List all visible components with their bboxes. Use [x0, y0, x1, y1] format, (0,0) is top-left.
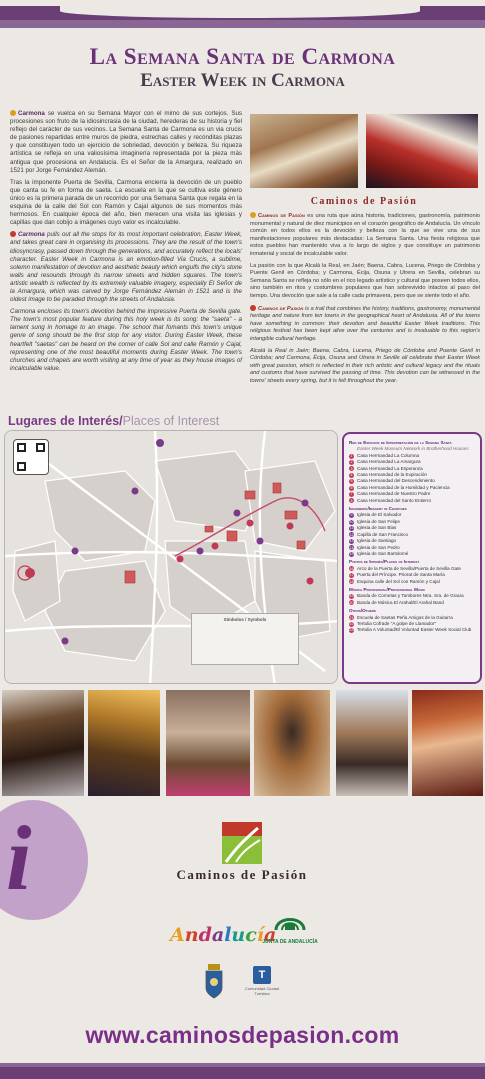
places-legend: [342, 432, 482, 684]
andalucia-letter: n: [184, 924, 199, 946]
legend-item-label: Banda de Música El Arahal/El Arahal Band: [357, 599, 444, 605]
legend-item-label: Iglesia de San Pedro: [357, 544, 400, 550]
caminos-es-paragraph-1: Caminos de Pasión es una ruta que aúna historia, tradiciones, gastronomía, patrimonio monumental y natural de diez municipios en el corazón geográfico de Andalucía. Un vínculo común en todos ellos es la devoción y belleza con la que se vive una de sus manifestaciones populares más destacadas: La Semana Santa. Una fiesta religiosa que estos pueblos han mantenido viva a lo largo de siglos y que constituye un patrimonio inmaterial y social de incalculable valor.: [250, 213, 480, 257]
top-decorative-band: [0, 0, 485, 36]
bottom-decorative-band: [0, 1060, 485, 1079]
junta-label: JUNTA DE ANDALUCÍA: [262, 939, 318, 945]
intro-en-paragraph-1: Carmona pulls out all the stops for its most important celebration, Easter Week, and takes great care in organising its processions. They are the result of the town's idiosyncrasy, passed down through the generations, and accurately reflect the locals' character. Easter Week in Carmona is an emotion-filled Via Crucis, a sublime, solemn manifestation of devotion and aesthetic beauty which engulfs the city's stone walls and resounds through its narrow streets and hidden squares. The town's artistic wealth is reflected by its extremely valuable imagery, especially El Señor de la Amargura, which was carved by Jorge Fernández Alemán in 1521 and is the oldest image to be paraded through the streets of Andalusia.: [10, 231, 242, 304]
junta-arch-icon: [273, 910, 307, 932]
caminos-brand-name: Caminos de Pasión: [176, 867, 308, 882]
legend-item-label: Arco de la Puerta de Sevilla/Puerta de Sevilla Gate: [357, 565, 461, 571]
legend-marker-icon: 5: [350, 479, 353, 484]
caminos-column: [250, 212, 480, 389]
legend-marker-icon: 20: [349, 600, 354, 605]
legend-item-label: Casa Hermandad de la Humildad y Paciencia: [357, 484, 450, 490]
photo-christ-figure: [2, 690, 84, 796]
photo-arch-crucifix: [254, 690, 330, 796]
legend-marker-icon: 13: [349, 539, 354, 544]
photo-procession-images: [250, 114, 358, 188]
legend-item-label: Casa Hermandad de la Expiración: [357, 472, 427, 478]
legend-item-label: Casa Hermandad del Santo Entierro: [357, 497, 432, 503]
legend-item-label: Tertulia A Voluntad/El Voluntad Easter Week Social Club: [357, 627, 472, 633]
legend-item-label: Puerta del Príncipe. Priorat de Santa María: [357, 572, 445, 578]
legend-marker-icon: 10: [349, 519, 354, 524]
spanish-flag-icon: [10, 110, 16, 116]
legend-item: [349, 551, 475, 557]
legend-marker-icon: 6: [350, 485, 353, 490]
legend-marker-icon: 14: [349, 545, 354, 550]
caminos-es-paragraph-2: La pasión con la que Alcalá la Real, en Jaén; Baena, Cabra, Lucena, Priego de Córdoba y Puente Genil en Córdoba; y Carmona, Écija, Osuna y Utrera en Sevilla, celebran su Semana Santa se refleja no sólo en el rico legado artístico y cultural que poseen todos ellos, sino también en ritos y costumbres populares que han sobrevivido intactos al paso del tiempo. Una devoción que sale a la calle cada primavera, pero que se siente todo el año.: [250, 262, 480, 299]
caminos-en-paragraph-2: Alcalá la Real in Jaén; Baena, Cabra, Lucena, Priego de Córdoba and Puente Genil in Córdoba; and Carmona, Écija, Osuna and Utrera in Seville all celebrate their Easter Week with great passion, which is reflected in their rich artistic and cultural legacy and the rituals and customs that have survived the passing of time. This devotion can be witnessed in the towns' streets every spring, but it is felt throughout the year.: [250, 347, 480, 384]
legend-item-label: Banda de Cornetas y Tambores Ntra. Sra. de Gracia: [357, 593, 464, 599]
ciudad-turistica-icon: T: [253, 966, 271, 984]
legend-marker-icon: 17: [349, 573, 354, 578]
photo-nazarene-face: [412, 690, 483, 796]
legend-marker-icon: 12: [349, 532, 354, 537]
legend-marker-icon: 1: [350, 453, 353, 458]
legend-marker-icon: 18: [349, 579, 354, 584]
map-symbols-title: Símbolos / Symbols: [223, 617, 267, 622]
qr-finder-bottom-left: [17, 462, 26, 471]
legend-marker-icon: 3: [350, 466, 353, 471]
photo-street-procession: [336, 690, 408, 796]
legend-item-label: Esquina calle del Sol con Ramón y Cajal: [357, 578, 440, 584]
legend-item-label: Casa Hermandad La Esperanza: [357, 465, 423, 471]
legend-item-label: Iglesia de El Salvador: [357, 512, 402, 518]
caminos-en-paragraph-1: Caminos de Pasión is a trail that combines the history, traditions, gastronomy, monumental heritage and nature from ten towns in the geographical heart of Andalusia. All of the towns have something in common: their devotion and beautiful Easter Week traditions. This religious festival has been kept alive over the centuries and is invaluable to this region's intangible cultural heritage.: [250, 305, 480, 342]
ciudad-turistica-logo: [244, 966, 280, 996]
legend-item: [349, 600, 475, 606]
map-symbols-box: [191, 613, 299, 665]
places-heading: Lugares de Interés/Places of Interest: [8, 414, 220, 428]
andalucia-letter: a: [264, 924, 277, 946]
legend-marker-icon: 7: [350, 492, 353, 497]
legend-marker-icon: 11: [349, 526, 354, 531]
qr-finder-top-right: [36, 443, 45, 452]
legend-marker-icon: 22: [349, 621, 354, 626]
legend-group-title: Imaginería/Imagery in Churches: [349, 506, 407, 512]
info-icon: i: [6, 807, 32, 909]
legend-group-title: Puntos de Interés/Places of Interest: [349, 559, 420, 565]
legend-marker-icon: 15: [349, 551, 354, 556]
legend-item-label: Casa Hermandad del Descendimiento: [357, 478, 435, 484]
photo-procession-float: [166, 690, 250, 796]
andalucia-logo: [170, 924, 276, 946]
legend-item-label: Iglesia de Santiago: [357, 538, 397, 544]
legend-item: [349, 579, 475, 585]
legend-item-label: Capilla de San Francisco: [357, 531, 409, 537]
andalucia-letter: c: [245, 924, 257, 946]
andalucia-letter: a: [211, 924, 225, 946]
town-map: [4, 430, 338, 684]
ciudad-turistica-caption: Comunidad Ciudad Turística: [244, 986, 280, 996]
uk-flag-icon: [10, 231, 16, 237]
website-url[interactable]: www.caminosdepasion.com: [85, 1022, 400, 1048]
legend-item-label: Iglesia de San Blas: [357, 525, 397, 531]
intro-es-paragraph-2: Tras la imponente Puerta de Sevilla, Carmona encierra la devoción de un pueblo que canta su fe en forma de saeta. La escuela en la que se cultiva este género único es la primera parada de un recorrido por una Semana Santa que regala en la esquina de la calle del Sol con Ramón y Cajal algunos de sus momentos más hermosos. En cualquier época del año, bien merecen una visita las iglesias y capillas que dan cobijo a imágenes cuyo valor es incalculable.: [10, 178, 242, 227]
legend-item-label: Iglesia de San Felipe: [357, 518, 400, 524]
qr-code-icon[interactable]: [13, 439, 49, 475]
legend-item: [349, 627, 475, 633]
legend-item-label: Iglesia de San Bartolomé: [357, 550, 409, 556]
legend-group-title: Música Procesional/Processional Music: [349, 586, 426, 592]
legend-marker-icon: 2: [350, 460, 353, 465]
legend-marker-icon: 4: [350, 473, 353, 478]
intro-en-paragraph-2: Carmona encloses its town's devotion behind the impressive Puerta de Sevilla gate. The town's most popular feature during this holy week is its song: the "saeta" - a lament sung in homage to an image. The school that fomants this town's unique genre of song should be the first stop for any visitor. During Easter Week, these heartfelt "saetas" can be heard on the corner of calle Sol and calle Ramón y Cajal, representing one of the most beautiful moments during Easter Week. The town's churches and chapels are worth visiting at any time of year as they house images of incalculable value.: [10, 308, 242, 372]
photo-procession-street: [366, 114, 478, 188]
legend-marker-icon: 16: [349, 566, 354, 571]
legend-item: [349, 498, 475, 504]
legend-marker-icon: 9: [350, 513, 353, 518]
legend-group-title: Red de Espacios de Interpretación de la Semana Santa: [349, 440, 452, 445]
uk-flag-icon: [250, 305, 256, 311]
legend-marker-icon: 21: [349, 615, 354, 620]
legend-group-title: Otros/Others: [349, 608, 376, 614]
legend-item-label: Casa Hermandad de Nuestro Padre: [357, 491, 431, 497]
legend-item-label: Casa Hermandad La Amargura: [357, 459, 421, 465]
intro-es-paragraph-1: Carmona se vuelca en su Semana Mayor con el mimo de sus cortejos. Sus procesiones son fruto de la idiosincrasia de la ciudad, herederas de su historia y fiel reflejo del carácter de sus vecinos. La Semana Santa de Carmona es un via crucis de pasiones repartidas entre muros de piedra, estrechas calles y recónditas plazas y que constituyen todo un ejercicio de sobriedad, devoción y belleza. Su riqueza artística se refleja en una valiosísima imaginería representada por la pieza más antigua que procesiona en Andalucía. Es el Señor de la Amargura, realizado en 1521 por Jorge Fernández Alemán.: [10, 110, 242, 174]
spanish-flag-icon: [250, 212, 256, 218]
legend-marker-icon: 23: [349, 628, 354, 633]
qr-finder-top-left: [17, 443, 26, 452]
caminos-de-pasion-logo: [222, 822, 262, 864]
legend-marker-icon: 8: [350, 498, 353, 503]
legend-item-label: Casa Hermandad La Columna: [357, 452, 420, 458]
andalucia-letter: u: [231, 924, 246, 946]
legend-group-subtitle: Easter Week Museum Network in Brotherhood Houses: [357, 446, 469, 452]
andalucia-letter: d: [198, 924, 212, 946]
carmona-coat-of-arms-icon: [204, 964, 224, 1000]
legend-item-label: Escuela de Saetas Peña Amigos de la Guitarra: [357, 614, 453, 620]
photo-church-altar: [88, 690, 160, 796]
caminos-heading: Caminos de Pasión: [310, 196, 418, 207]
intro-column: [10, 110, 242, 377]
legend-marker-icon: 19: [349, 594, 354, 599]
page-subtitle: Easter Week in Carmona: [140, 70, 345, 91]
andalucia-letter: A: [170, 924, 185, 946]
page-title: La Semana Santa de Carmona: [89, 44, 396, 69]
andalucia-letter: í: [256, 924, 265, 946]
junta-andalucia-logo: [262, 910, 318, 945]
legend-item-label: Tertulia Cofrade "A golpe de Llamador": [357, 620, 437, 626]
andalucia-letter: l: [224, 924, 232, 946]
